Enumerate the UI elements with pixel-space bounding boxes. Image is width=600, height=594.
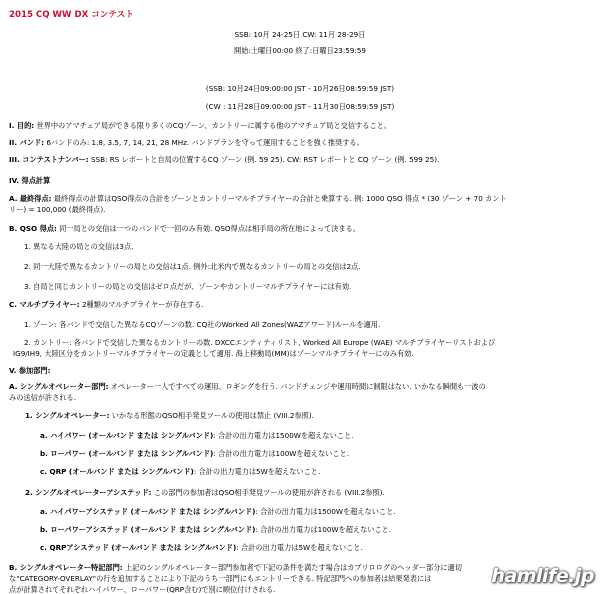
section-text: 6バンドのみ: 1.8, 3.5, 7, 14, 21, 28 MHz. バンドプランを守って運用することを強く推奨する。 bbox=[44, 138, 364, 147]
list-item: 3. 自局と同じカントリーの局との交信はゼロ点だが、ゾーンやカントリーマルチプライヤーには有効. bbox=[24, 282, 352, 291]
list-item bbox=[40, 543, 363, 552]
item-label: c. QRPアシステッド (オールバンド または シングルバンド) bbox=[40, 543, 237, 552]
section-categories-heading: V. 参加部門: bbox=[9, 366, 51, 375]
single-op-line1 bbox=[9, 382, 486, 391]
section-label: I. 目的: bbox=[9, 121, 35, 130]
list-item: 2. カントリー: 各バンドで交信した異なるカントリーの数. DXCCエンティティリスト, Worked All Europe (WAE) マルチプライヤーリストおよび bbox=[24, 338, 496, 347]
overlay-line2: な"CATEGORY-OVERLAY"の行を追加することにより下記のうち一部門にもエントリーできる. 特記部門への参加者は結果発表には bbox=[9, 574, 432, 583]
qso-points bbox=[9, 224, 360, 233]
section-label: III. コンテストナンバー: bbox=[9, 155, 89, 164]
section-label: B. QSO 得点: bbox=[9, 224, 57, 233]
section-label: 1. シングルオペレーター: bbox=[25, 411, 110, 420]
final-score-line1 bbox=[9, 194, 507, 203]
watermark-logo bbox=[491, 565, 594, 589]
section-scoring-heading: IV. 得点計算 bbox=[9, 176, 51, 185]
section-label: C. マルチプライヤー: bbox=[9, 300, 80, 309]
overlay-line3: 点が計算されてそれぞれハイパワー、ローパワー(QRP含む)で別に順位付けされる. bbox=[9, 585, 276, 594]
section-label: A. シングルオペレーター部門: bbox=[9, 382, 109, 391]
section-label: A. 最終得点: bbox=[9, 194, 52, 203]
section-exchange bbox=[9, 155, 439, 164]
section-bands bbox=[9, 138, 364, 147]
list-item bbox=[40, 525, 391, 534]
single-op-sub bbox=[25, 411, 314, 420]
multipliers bbox=[9, 300, 204, 309]
watermark-text: hamlife.jp bbox=[491, 565, 594, 588]
list-item bbox=[40, 467, 320, 476]
section-text: 上記のシングルオペレーター部門参加者で下記の条件を満たす場合はカブリロログのヘッダー部分に適切 bbox=[122, 563, 462, 572]
list-item bbox=[40, 431, 353, 440]
item-text: : 合計の出力電力は1500Wを超えないこと. bbox=[255, 507, 396, 516]
section-text: 2種類のマルチプライヤーが存在する. bbox=[79, 300, 204, 309]
item-label: b. ローパワー (オールバンド または シングルバンド) bbox=[40, 449, 214, 458]
section-text: いかなる形態のQSO相手発見ツールの使用は禁止 (VIII.2参照). bbox=[109, 411, 314, 420]
final-score-line2: リー) = 100,000 (最終得点). bbox=[9, 205, 106, 214]
item-label: a. ハイパワー (オールバンド または シングルバンド) bbox=[40, 431, 214, 440]
section-label: 2. シングルオペレーターアシステッド: bbox=[25, 488, 152, 497]
single-op-assisted bbox=[25, 488, 385, 497]
section-label: B. シングルオペレーター特記部門: bbox=[9, 563, 123, 572]
list-item: 1. ゾーン: 各バンドで交信した異なるCQゾーンの数. CQ社のWorked All Zones(WAZアワード)ルールを適用. bbox=[24, 320, 381, 329]
cw-jst-period: (CW : 11月28日09:00:00 JST - 11月30日08:59:59 JST) bbox=[205, 102, 395, 111]
item-text: : 合計の出力電力は5Wを超えないこと. bbox=[193, 467, 321, 476]
list-item bbox=[40, 507, 396, 516]
section-text: SSB: RS レポートと自局の位置するCQ ゾーン (例. 59 25). CW: RST レポートと CQ ゾーン (例. 599 25). bbox=[88, 155, 440, 164]
contest-dates: SSB: 10月 24-25日 CW: 11月 28-29日 bbox=[234, 30, 366, 39]
item-text: : 合計の出力電力は1500Wを超えないこと. bbox=[213, 431, 354, 440]
page-title: 2015 CQ WW DX コンテスト bbox=[9, 10, 134, 20]
item-text: : 合計の出力電力は100Wを超えないこと. bbox=[213, 449, 349, 458]
section-text: 同一局との交信は一つのバンドで一回のみ有効. QSO得点は相手局の所在地によって決まる。 bbox=[56, 224, 360, 233]
list-item: 2. 同一大陸で異なるカントリーの局との交信は1点. 例外:北米内で異なるカントリーの局との交信は2点. bbox=[24, 262, 361, 271]
section-text: 世界中のアマチュア局ができる限り多くのCQゾーン、カントリーに属する他のアマチュア局と交信すること。 bbox=[34, 121, 391, 130]
item-label: c. QRP (オールバンド または シングルバンド) bbox=[40, 467, 194, 476]
item-label: a. ハイパワーアシステッド (オールバンド または シングルバンド) bbox=[40, 507, 256, 516]
contest-times: 開始:土曜日00:00 終了:日曜日23:59:59 bbox=[234, 46, 366, 55]
section-text: この部門の参加者はQSO相手発見ツールの使用が許される (VIII.2参照). bbox=[151, 488, 385, 497]
ssb-jst-period: (SSB: 10月24日09:00:00 JST - 10月26日08:59:59 JST) bbox=[205, 84, 395, 93]
list-item-continued: IG9/IH9, 大陸区分をカントリーマルチプライヤーの定義として適用. 海上移動局(MM)はゾーンマルチプライヤーにのみ有効. bbox=[13, 349, 414, 358]
section-purpose bbox=[9, 121, 391, 130]
overlay-line1 bbox=[9, 563, 462, 572]
item-text: : 合計の出力電力は100Wを超えないこと. bbox=[255, 525, 392, 534]
list-item: 1. 異なる大陸の局との交信は3点. bbox=[24, 242, 134, 251]
item-text: : 合計の出力電力は5Wを超えないこと. bbox=[236, 543, 363, 552]
section-text: 最終得点の計算はQSO得点の合計をゾーンとカントリーマルチプライヤーの合計と乗算する. 例: 1000 QSO 得点 * (30 ゾーン + 70 カント bbox=[51, 194, 507, 203]
single-op-line2: みの送信が許される. bbox=[9, 393, 76, 402]
list-item bbox=[40, 449, 349, 458]
item-label: b. ローパワーアシステッド (オールバンド または シングルバンド) bbox=[40, 525, 256, 534]
section-label: II. バンド: bbox=[9, 138, 45, 147]
section-text: オペレーター一人ですべての運用、ロギングを行う. バンドチェンジや運用時間に制限はない. いかなる瞬間も一波の bbox=[108, 382, 486, 391]
